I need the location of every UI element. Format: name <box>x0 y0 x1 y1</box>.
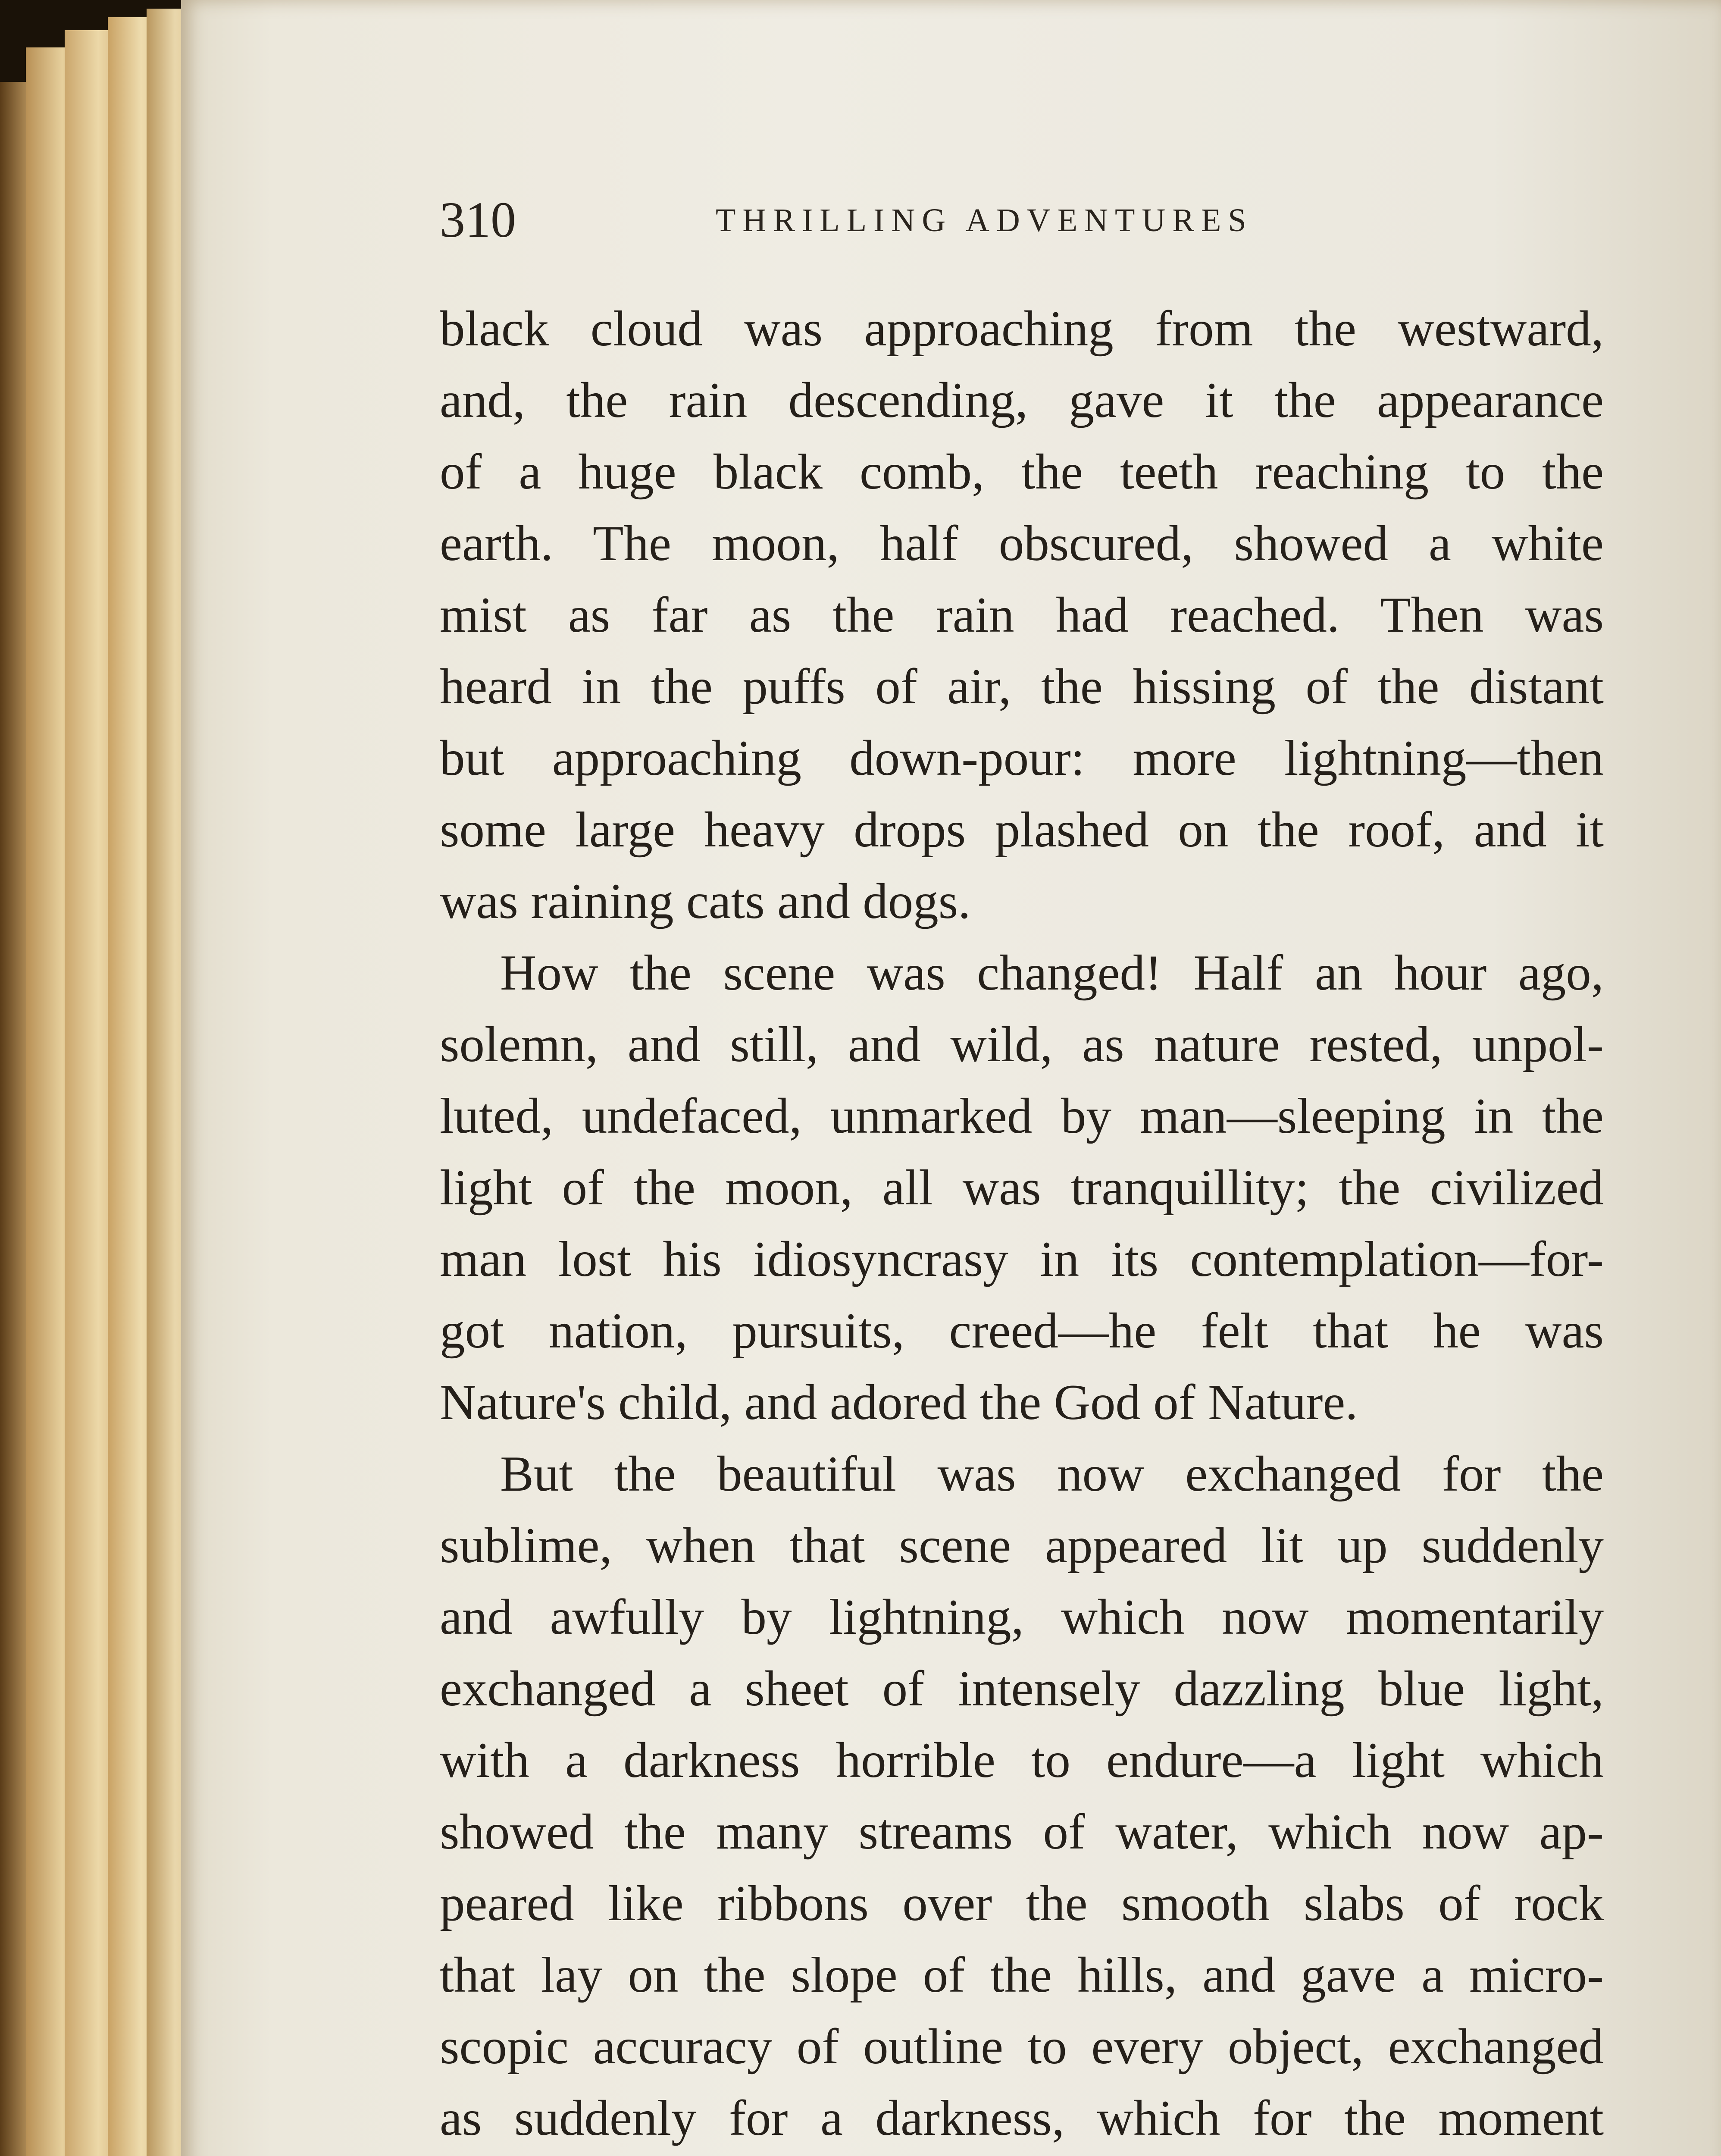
text-line: heard in the puffs of air, the hissing of the distant <box>440 659 1604 714</box>
text-line: that lay on the slope of the hills, and gave a micro- <box>440 1947 1604 2003</box>
text-line <box>440 2154 1604 2156</box>
text-line: exchanged a sheet of intensely dazzling blue light, <box>440 1661 1604 1717</box>
text-line: got nation, pursuits, creed—he felt that he was <box>440 1303 1604 1359</box>
text-line: was raining cats and dogs. <box>440 874 971 929</box>
paragraph-start: How the scene was changed! Half an hour ago, <box>500 945 1604 1001</box>
text-line: with a darkness horrible to endure—a light which <box>440 1733 1604 1788</box>
running-title: THRILLING ADVENTURES <box>716 202 1253 238</box>
text-line: as suddenly for a darkness, which for the moment <box>440 2090 1604 2146</box>
text-line: and, the rain descending, gave it the appearance <box>440 373 1604 428</box>
page-number: 310 <box>440 191 516 248</box>
text-line: luted, undefaced, unmarked by man—sleeping in the <box>440 1088 1604 1144</box>
text-line: but approaching down-pour: more lightning—then <box>440 730 1604 786</box>
text-line: mist as far as the rain had reached. Then was <box>440 587 1604 643</box>
text-line: Nature's child, and adored the God of Nature. <box>440 1375 1358 1430</box>
text-line: sublime, when that scene appeared lit up suddenly <box>440 1518 1604 1573</box>
running-head <box>440 190 1518 250</box>
text-line: peared like ribbons over the smooth slabs of rock <box>440 1876 1604 1931</box>
text-line: some large heavy drops plashed on the roof, and it <box>440 802 1604 858</box>
body-text <box>440 293 1604 2156</box>
text-line: and awfully by lightning, which now momentarily <box>440 1589 1604 1645</box>
text-line: showed the many streams of water, which now ap- <box>440 1804 1604 1860</box>
paragraph-start: But the beautiful was now exchanged for the <box>500 1446 1604 1502</box>
text-line: earth. The moon, half obscured, showed a white <box>440 516 1604 571</box>
text-line: man lost his idiosyncrasy in its contemplation—for- <box>440 1232 1604 1287</box>
text-line: of a huge black comb, the teeth reaching to the <box>440 444 1604 500</box>
text-line: scopic accuracy of outline to every object, exchanged <box>440 2019 1604 2075</box>
text-line: solemn, and still, and wild, as nature rested, unpol- <box>440 1017 1604 1072</box>
book-page <box>181 0 1721 2156</box>
text-line: light of the moon, all was tranquillity; the civilized <box>440 1160 1604 1216</box>
text-line: black cloud was approaching from the westward, <box>440 301 1604 357</box>
